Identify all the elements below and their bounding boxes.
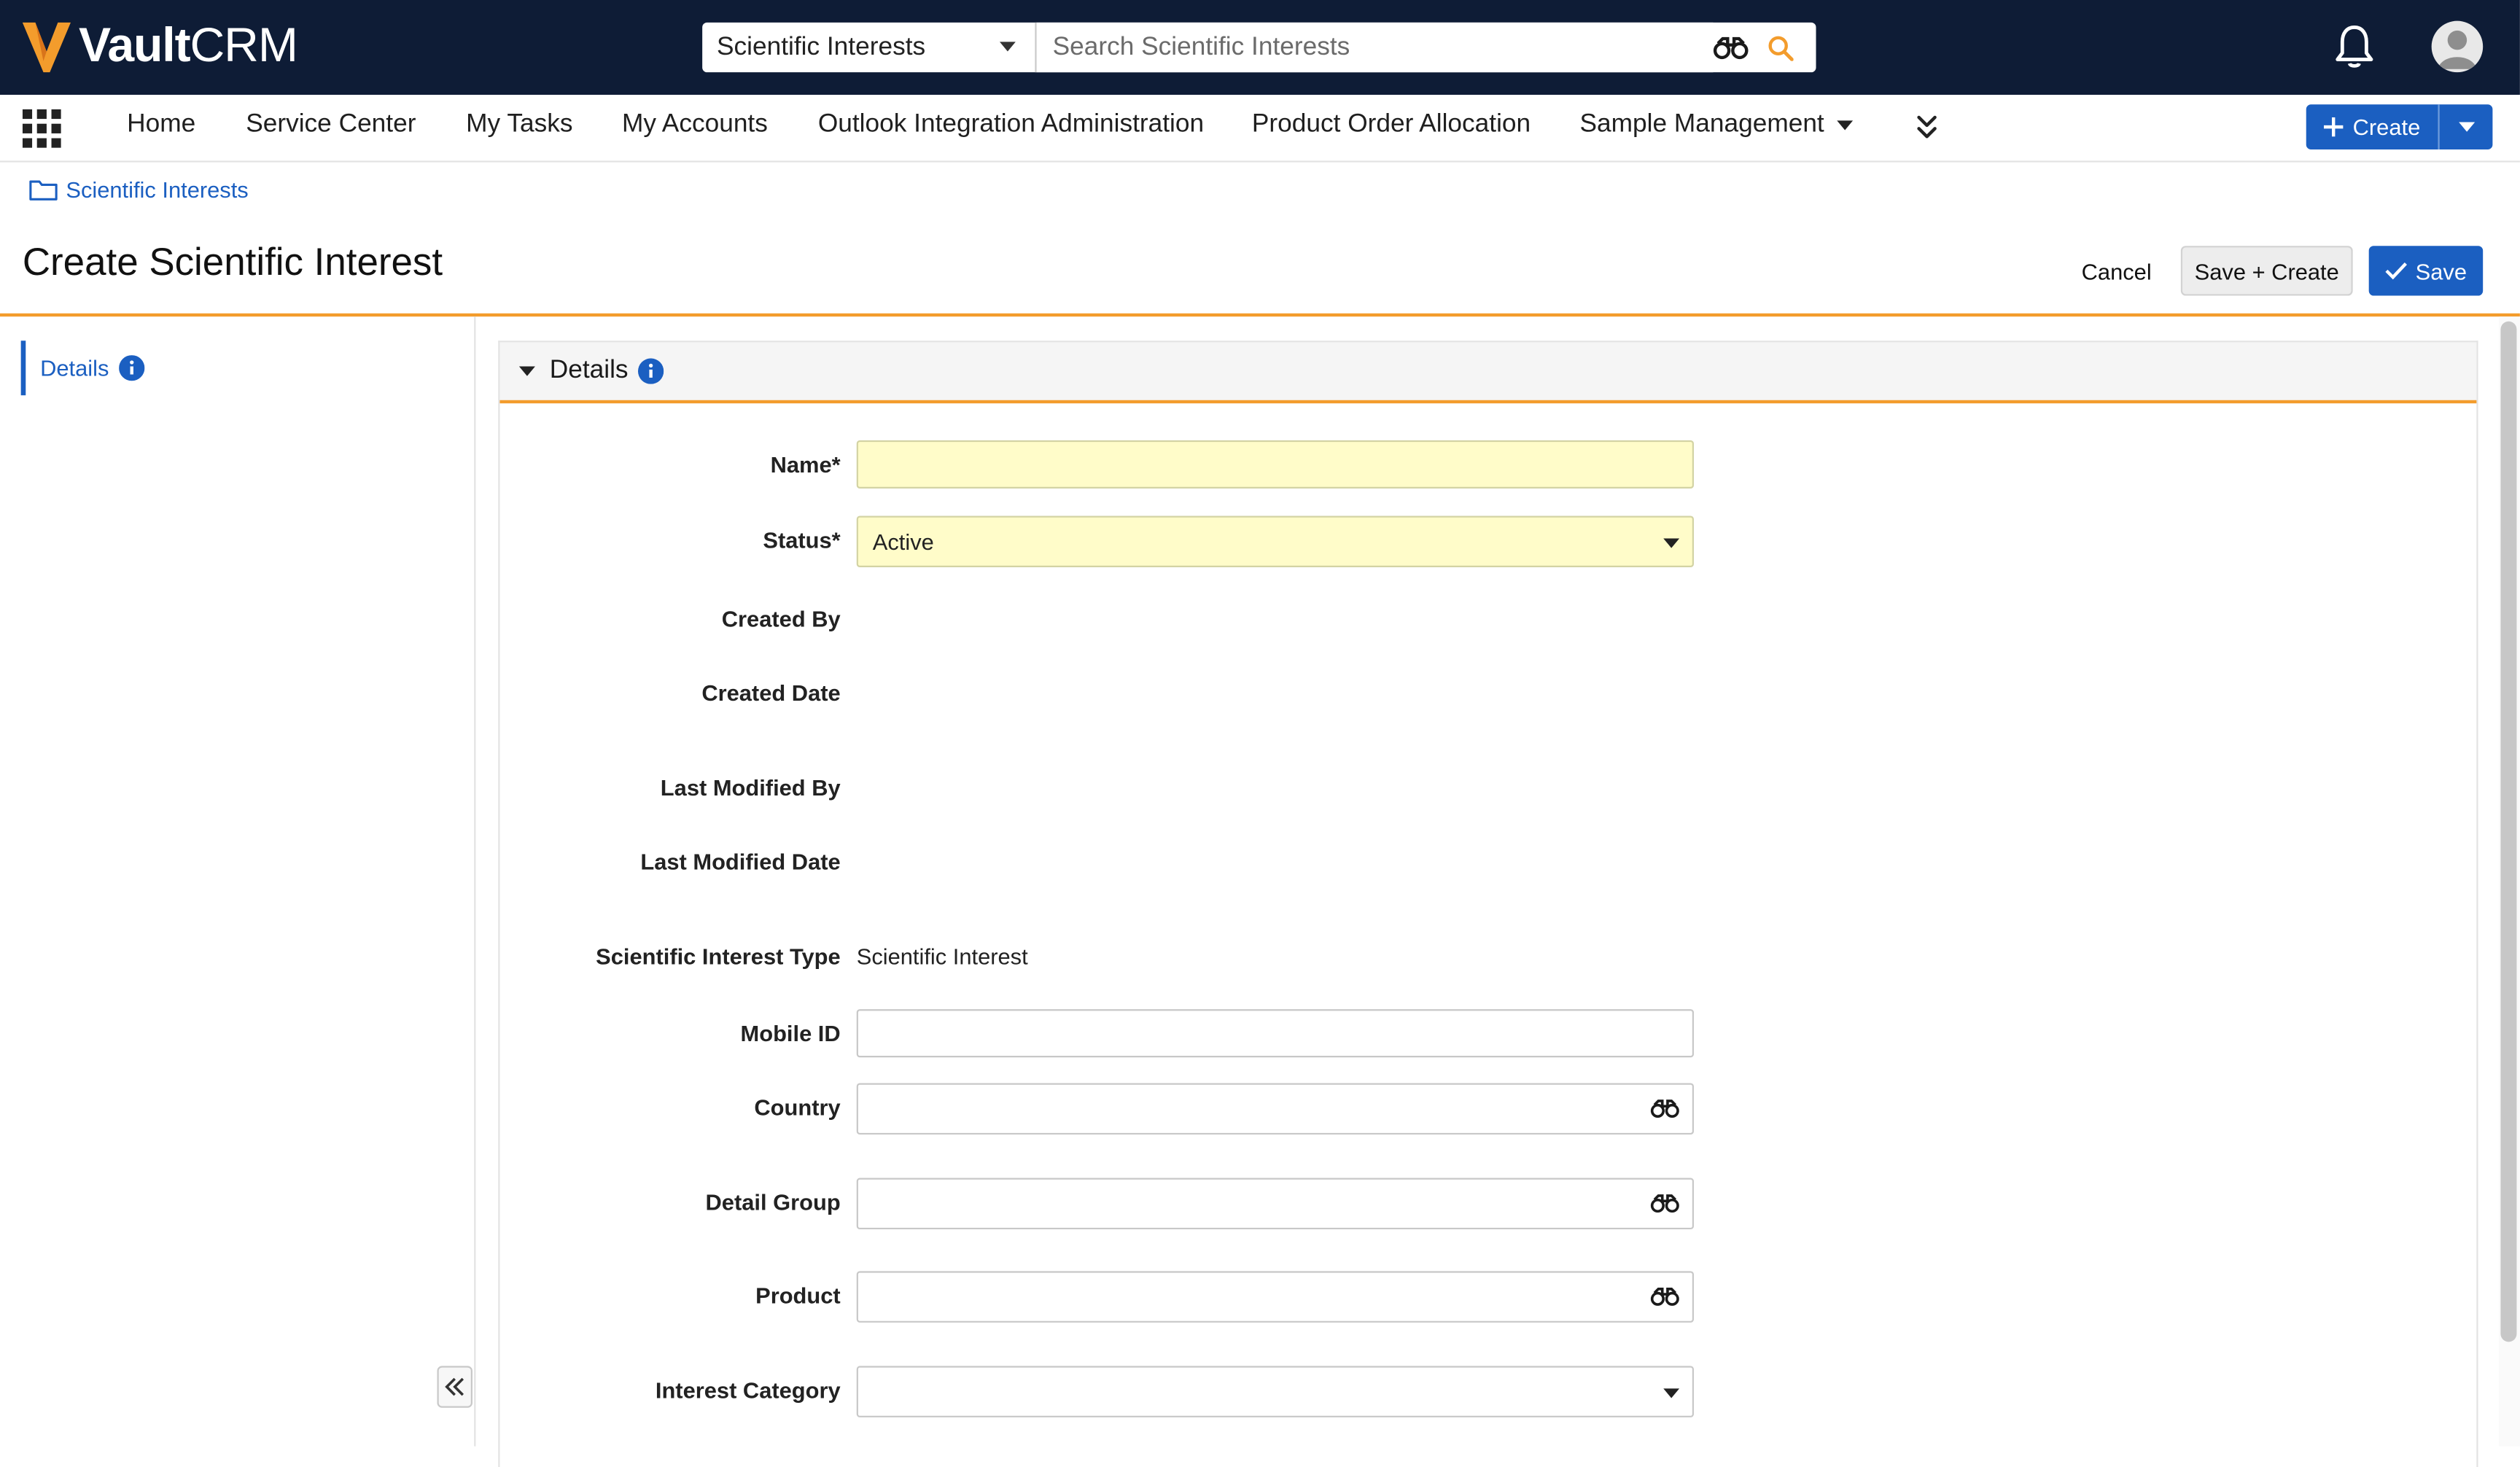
- caret-down-icon: [2458, 122, 2474, 132]
- save-and-create-button[interactable]: Save + Create: [2181, 246, 2353, 295]
- global-search: [702, 23, 1816, 72]
- folder-icon: [29, 179, 58, 201]
- nav-item-product-order-allocation[interactable]: Product Order Allocation: [1251, 111, 1531, 139]
- country-label: Country: [754, 1094, 841, 1121]
- mobile-id-field[interactable]: [857, 1009, 1694, 1057]
- sidebar-item-label: Details: [40, 355, 109, 381]
- name-field[interactable]: [857, 440, 1694, 489]
- binoculars-icon[interactable]: [1651, 1194, 1680, 1213]
- section-nav-panel: [0, 316, 475, 1446]
- sidebar-item-details[interactable]: [21, 341, 144, 395]
- vault-crm-logo[interactable]: [21, 16, 298, 77]
- nav-item-sample-management-label: Sample Management: [1579, 111, 1824, 139]
- checkmark-icon: [2385, 262, 2408, 279]
- chevron-down-icon: [1837, 120, 1853, 130]
- created-by-label: Created By: [721, 605, 841, 632]
- scrollbar-thumb[interactable]: [2500, 322, 2516, 1342]
- binoculars-icon[interactable]: [1651, 1287, 1680, 1306]
- section-title: Details: [549, 357, 629, 384]
- double-chevron-down-icon[interactable]: [1914, 112, 1940, 141]
- collapse-panel-button[interactable]: [437, 1366, 472, 1407]
- binoculars-icon[interactable]: [1713, 36, 1748, 59]
- plus-icon: [2324, 117, 2343, 136]
- breadcrumb-link[interactable]: Scientific Interests: [66, 176, 249, 203]
- save-button-label: Save: [2415, 257, 2468, 284]
- bell-icon[interactable]: [2333, 23, 2375, 71]
- last-modified-by-label: Last Modified By: [660, 774, 841, 801]
- search-icon[interactable]: [1768, 34, 1793, 60]
- main-nav: [0, 95, 2520, 163]
- binoculars-icon[interactable]: [1651, 1100, 1680, 1118]
- caret-down-icon[interactable]: [519, 367, 535, 376]
- caret-down-icon: [1663, 1388, 1679, 1398]
- app-grid-icon[interactable]: [23, 109, 61, 148]
- info-icon[interactable]: [119, 355, 144, 381]
- created-date-label: Created Date: [701, 680, 841, 706]
- name-label: Name*: [770, 451, 841, 478]
- search-scope-select[interactable]: [702, 23, 1036, 72]
- search-actions: [1713, 23, 1816, 72]
- page-title: Create Scientific Interest: [22, 241, 443, 285]
- nav-item-my-tasks[interactable]: My Tasks: [466, 111, 573, 139]
- detail-group-lookup[interactable]: [857, 1178, 1694, 1230]
- interest-category-label: Interest Category: [655, 1377, 841, 1404]
- nav-item-home[interactable]: Home: [127, 111, 196, 139]
- status-label: Status*: [763, 526, 841, 553]
- status-value: Active: [872, 529, 934, 555]
- scientific-interest-type-label: Scientific Interest Type: [596, 943, 841, 970]
- chevron-down-icon: [1000, 42, 1016, 51]
- nav-item-outlook-integration-administration[interactable]: Outlook Integration Administration: [817, 111, 1205, 139]
- breadcrumb[interactable]: [29, 176, 249, 202]
- search-input[interactable]: [1037, 23, 1714, 72]
- nav-item-service-center[interactable]: Service Center: [246, 111, 416, 139]
- mobile-id-label: Mobile ID: [740, 1020, 841, 1046]
- search-scope-label: Scientific Interests: [716, 33, 926, 61]
- save-button[interactable]: [2369, 246, 2483, 295]
- details-section-header[interactable]: [499, 342, 2476, 403]
- logo-wordmark: VaultCRM: [78, 19, 298, 73]
- scientific-interest-type-value: Scientific Interest: [856, 943, 1028, 970]
- create-button[interactable]: [2306, 104, 2438, 149]
- vault-v-logo-icon: [21, 19, 73, 74]
- country-lookup[interactable]: [857, 1083, 1694, 1135]
- create-button-group: [2306, 104, 2493, 149]
- detail-group-label: Detail Group: [705, 1188, 841, 1215]
- status-select[interactable]: [857, 515, 1694, 567]
- cancel-button[interactable]: Cancel: [2081, 258, 2152, 285]
- nav-item-sample-management[interactable]: [1580, 111, 1854, 140]
- interest-category-select[interactable]: [857, 1366, 1694, 1417]
- last-modified-date-label: Last Modified Date: [640, 848, 841, 874]
- product-lookup[interactable]: [857, 1271, 1694, 1323]
- info-icon[interactable]: [638, 358, 664, 384]
- create-dropdown-toggle[interactable]: [2440, 104, 2493, 149]
- top-bar: [0, 0, 2520, 95]
- user-avatar-icon[interactable]: [2432, 21, 2484, 73]
- create-button-label: Create: [2352, 114, 2421, 140]
- product-label: Product: [755, 1282, 841, 1309]
- nav-item-my-accounts[interactable]: My Accounts: [621, 111, 768, 139]
- caret-down-icon: [1663, 538, 1679, 548]
- double-chevron-left-icon: [443, 1377, 466, 1396]
